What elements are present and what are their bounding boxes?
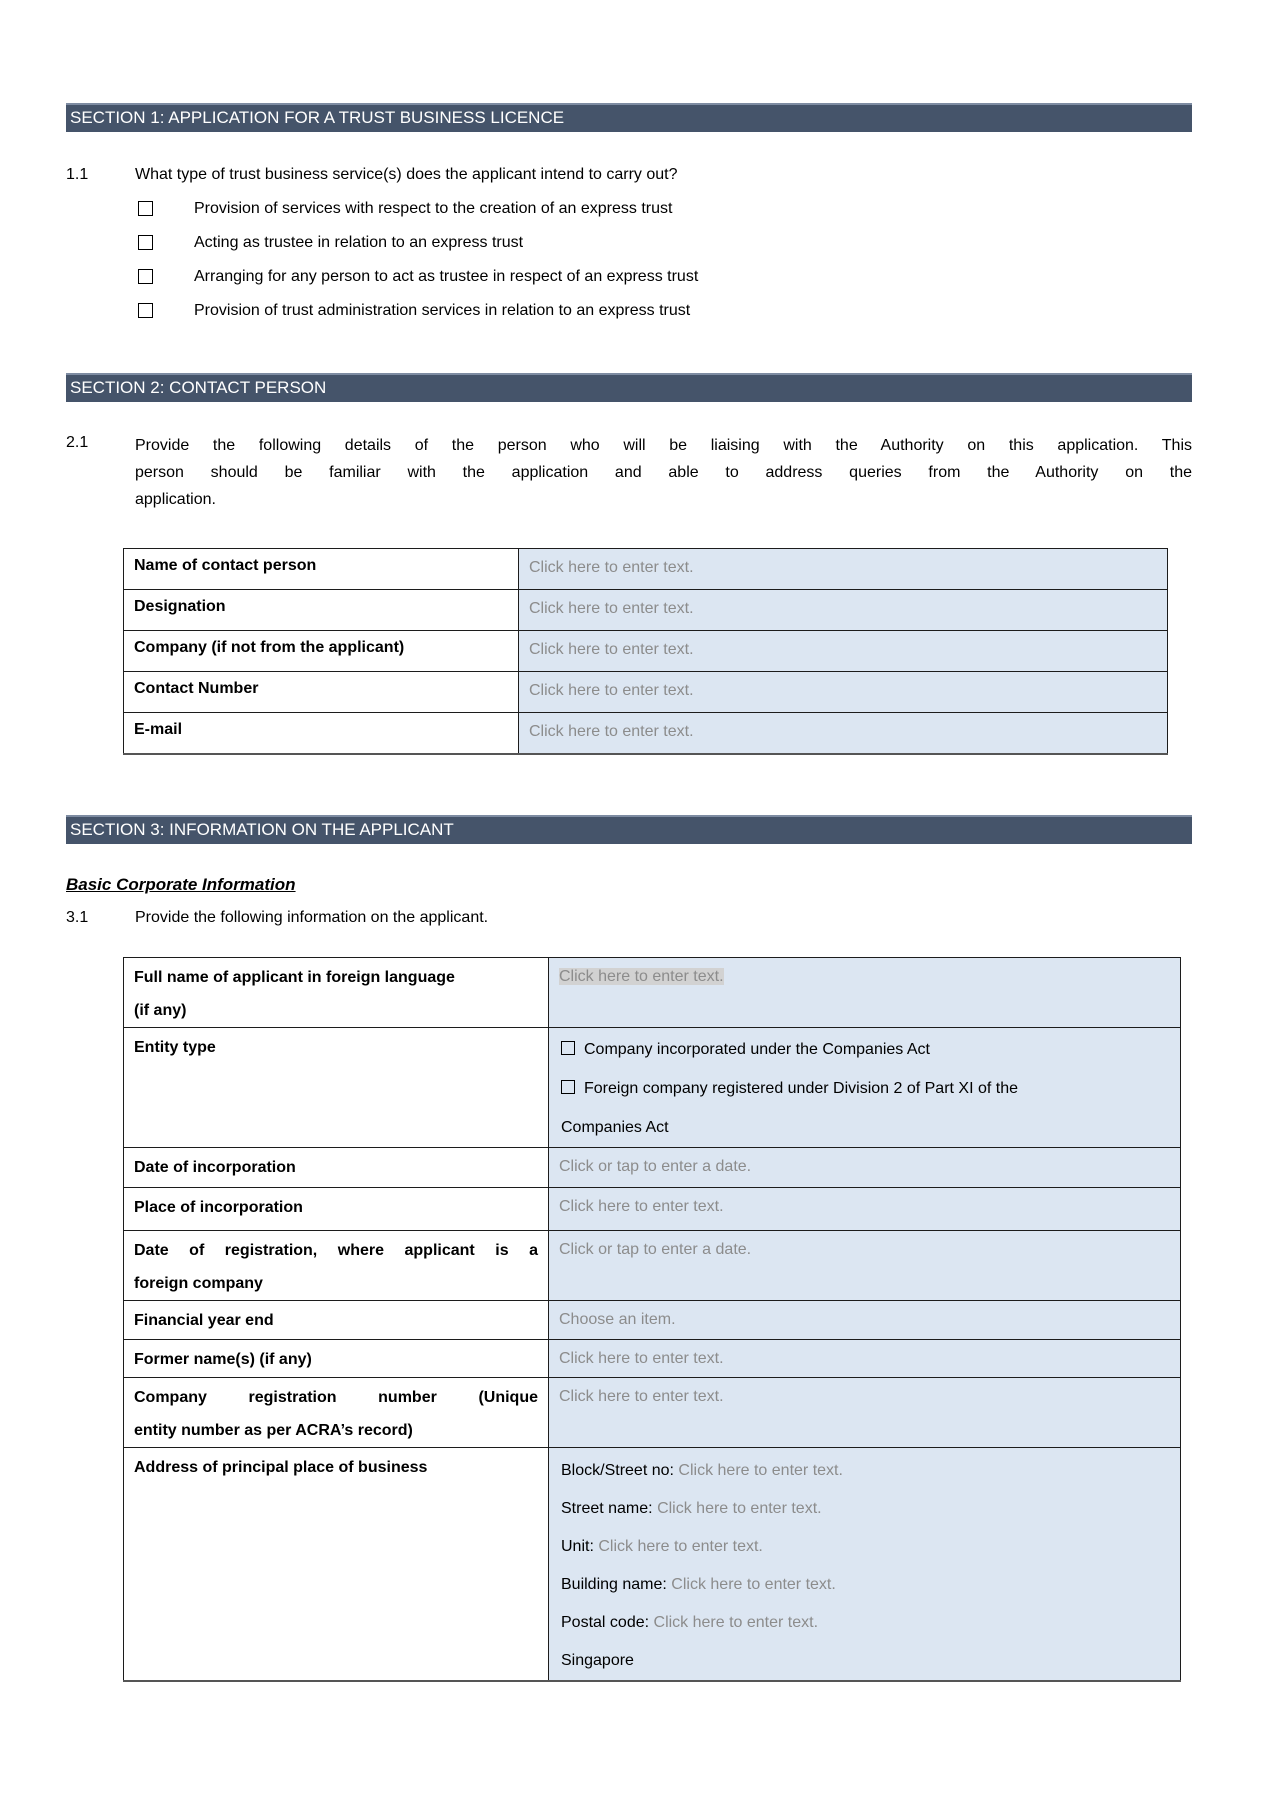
text-field[interactable]: Click here to enter text. (678, 1461, 843, 1479)
row-label: E-mail (124, 713, 519, 754)
text-field[interactable] (549, 1339, 1181, 1377)
text-field[interactable] (549, 957, 1181, 1027)
option-label: Provision of services with respect to the creation of an express trust (194, 200, 673, 217)
address-line (561, 1566, 1170, 1604)
placeholder-text: Click or tap to enter a date. (559, 1157, 752, 1175)
trust-service-options (66, 198, 1192, 322)
placeholder-text: Click here to enter text. (529, 641, 694, 658)
row-label: Name of contact person (124, 549, 519, 590)
row-label-line: entity number as per ACRA’s record) (134, 1421, 413, 1439)
row-label-line: Date of registration, where applicant is a (134, 1241, 538, 1259)
entity-type-option: Company incorporated under the Companies Act (561, 1030, 1170, 1069)
address-country-label: Singapore (561, 1651, 634, 1669)
table-row (124, 1377, 1181, 1447)
address-field-label: Postal code: (561, 1613, 650, 1631)
row-label (124, 1339, 549, 1377)
placeholder-text: Click here to enter text. (559, 1387, 724, 1405)
entity-type-options (549, 1027, 1181, 1147)
trust-service-option (66, 232, 1192, 254)
text-field[interactable]: Click here to enter text. (657, 1499, 822, 1517)
row-label: Company (if not from the applicant) (124, 631, 519, 672)
table-row (124, 672, 1168, 713)
question-text: Provide the following information on the applicant. (135, 908, 489, 926)
table-row (124, 1230, 1181, 1300)
table-row (124, 713, 1168, 754)
instruction-line: application. (135, 491, 216, 508)
table-row (124, 1027, 1181, 1147)
table-row (124, 1300, 1181, 1339)
row-label (124, 1447, 549, 1681)
row-label-line: Financial year end (134, 1311, 274, 1329)
checkbox-icon[interactable] (138, 201, 153, 216)
row-label-line: foreign company (134, 1274, 263, 1292)
option-label: Arranging for any person to act as trustee in respect of an express trust (194, 268, 699, 285)
text-field[interactable]: Click here to enter text. (598, 1537, 763, 1555)
instruction-paragraph (135, 432, 1192, 513)
question-number: 1.1 (66, 166, 89, 183)
table-row (124, 1447, 1181, 1681)
checkbox-icon[interactable] (561, 1041, 575, 1055)
address-field-label: Street name: (561, 1499, 653, 1517)
checkbox-icon[interactable] (561, 1080, 575, 1094)
entity-type-option: Foreign company registered under Division 2 of Part XI of the (561, 1069, 1170, 1108)
option-label: Provision of trust administration services in relation to an express trust (194, 302, 691, 319)
row-label (124, 1147, 549, 1187)
table-row (124, 590, 1168, 631)
table-row (124, 1147, 1181, 1187)
text-field[interactable]: Click here to enter text. (653, 1613, 819, 1631)
address-line (561, 1452, 1170, 1490)
contact-person-table (123, 548, 1168, 755)
row-label: Contact Number (124, 672, 519, 713)
basic-corporate-information-subheading: Basic Corporate Information (66, 874, 296, 894)
placeholder-text: Click here to enter text. (559, 967, 724, 985)
placeholder-text: Click here to enter text. (529, 682, 694, 699)
address-field-label: Unit: (561, 1537, 594, 1555)
row-label-line: Entity type (134, 1038, 216, 1056)
question-2-1 (66, 432, 1192, 513)
row-label (124, 1300, 549, 1339)
text-field[interactable] (519, 631, 1168, 672)
placeholder-text: Click here to enter text. (529, 559, 694, 576)
placeholder-text: Click here to enter text. (529, 600, 694, 617)
text-field[interactable] (549, 1377, 1181, 1447)
row-label-line: Date of incorporation (134, 1158, 296, 1176)
checkbox-icon[interactable] (138, 303, 153, 318)
table-row (124, 549, 1168, 590)
placeholder-text: Click here to enter text. (559, 1197, 724, 1215)
question-text: What type of trust business service(s) does the applicant intend to carry out? (135, 166, 678, 183)
question-number: 2.1 (66, 434, 89, 451)
table-row (124, 1187, 1181, 1230)
text-field[interactable] (519, 713, 1168, 754)
section-1-header: SECTION 1: APPLICATION FOR A TRUST BUSINESS LICENCE (66, 103, 1192, 132)
page-content (0, 103, 1268, 1682)
row-label (124, 1027, 549, 1147)
address-field-label: Block/Street no: (561, 1461, 674, 1479)
option-label: Acting as trustee in relation to an express trust (194, 234, 524, 251)
address-fields (549, 1447, 1181, 1681)
instruction-line: Provide the following details of the person who will be liaising with the Authority on this application. This (135, 437, 1192, 454)
row-label (124, 1187, 549, 1230)
entity-type-option-wrap: Companies Act (561, 1118, 669, 1136)
date-field[interactable] (549, 1230, 1181, 1300)
dropdown-field[interactable] (549, 1300, 1181, 1339)
trust-service-option (66, 300, 1192, 322)
trust-service-option (66, 266, 1192, 288)
trust-service-option (66, 198, 1192, 220)
text-field[interactable]: Click here to enter text. (671, 1575, 836, 1593)
applicant-information-table (123, 957, 1181, 1682)
text-field[interactable] (549, 1187, 1181, 1230)
address-line (561, 1490, 1170, 1528)
row-label-line: Address of principal place of business (134, 1458, 428, 1476)
row-label (124, 1377, 549, 1447)
question-number: 3.1 (66, 908, 89, 926)
row-label-line: Place of incorporation (134, 1198, 303, 1216)
table-row (124, 1339, 1181, 1377)
question-1-1 (66, 164, 1192, 186)
row-label-line: Former name(s) (if any) (134, 1350, 312, 1368)
question-3-1 (66, 907, 1192, 929)
date-field[interactable] (549, 1147, 1181, 1187)
row-label: Designation (124, 590, 519, 631)
checkbox-icon[interactable] (138, 235, 153, 250)
row-label-line: (if any) (134, 1001, 187, 1019)
instruction-line: person should be familiar with the application and able to address queries from the Authority on the (135, 464, 1192, 481)
row-label-line: Full name of applicant in foreign language (134, 968, 455, 986)
placeholder-text: Choose an item. (559, 1310, 676, 1328)
section-2-header: SECTION 2: CONTACT PERSON (66, 373, 1192, 402)
placeholder-text: Click here to enter text. (559, 1349, 724, 1367)
text-field[interactable] (519, 672, 1168, 713)
address-line (561, 1604, 1170, 1642)
row-label (124, 957, 549, 1027)
address-line (561, 1528, 1170, 1566)
checkbox-icon[interactable] (138, 269, 153, 284)
table-row (124, 957, 1181, 1027)
section-3-header: SECTION 3: INFORMATION ON THE APPLICANT (66, 815, 1192, 844)
text-field[interactable] (519, 549, 1168, 590)
placeholder-text: Click or tap to enter a date. (559, 1240, 752, 1258)
address-field-label: Building name: (561, 1575, 667, 1593)
text-field[interactable] (519, 590, 1168, 631)
table-row (124, 631, 1168, 672)
row-label-line: Company registration number (Unique (134, 1388, 538, 1406)
placeholder-text: Click here to enter text. (529, 723, 694, 740)
row-label (124, 1230, 549, 1300)
address-line (561, 1642, 1170, 1680)
